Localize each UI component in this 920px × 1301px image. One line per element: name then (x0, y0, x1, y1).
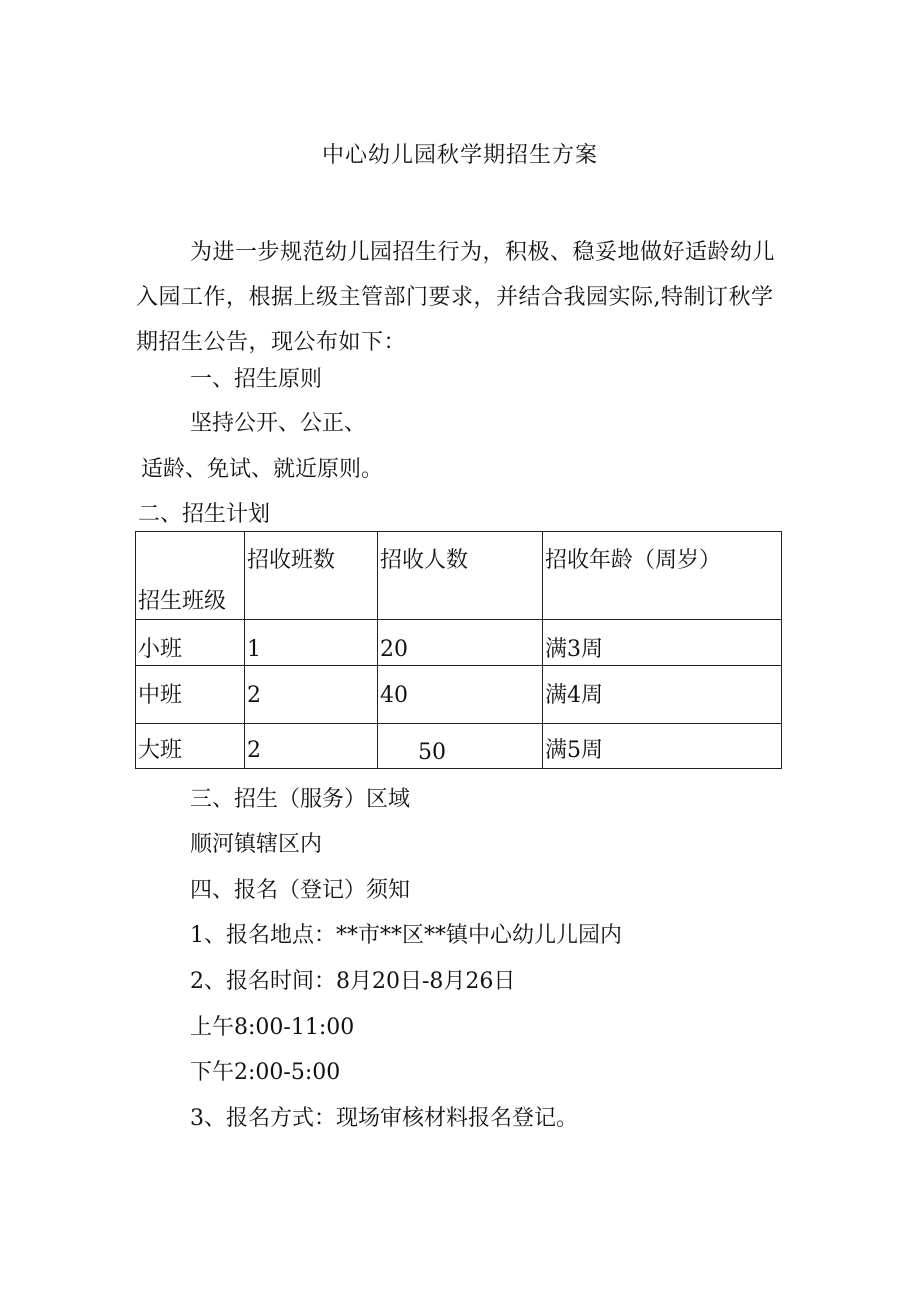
intro-paragraph: 为进一步规范幼儿园招生行为，积极、稳妥地做好适龄幼儿入园工作，根据上级主管部门要求，并结合我园实际,特制订秋学期招生公告，现公布如下： (136, 240, 776, 355)
cell-text: 满5周 (545, 738, 603, 763)
cell-text: 2 (247, 738, 261, 763)
header-cell-class-count (245, 532, 378, 620)
header-cell-class (136, 532, 245, 620)
header-label-class-count: 招收班数 (247, 548, 336, 573)
header-label-student-count: 招收人数 (380, 548, 469, 573)
registration-location: 1、报名地点：**市**区**镇中心幼儿儿园内 (190, 923, 622, 948)
cell-text: 40 (380, 683, 408, 708)
table-cell (543, 724, 782, 769)
cell-text: 20 (380, 637, 408, 662)
principles-line-1: 坚持公开、公正、 (190, 411, 367, 436)
cell-text: 满3周 (545, 637, 603, 662)
document-title: 中心幼儿园秋学期招生方案 (321, 143, 598, 168)
table-cell (543, 666, 782, 724)
table-cell (245, 620, 378, 666)
table-cell (378, 620, 543, 666)
table-cell (378, 666, 543, 724)
cell-text: 满4周 (545, 683, 603, 708)
table-row (136, 666, 782, 724)
table-cell (136, 620, 245, 666)
table-row (136, 620, 782, 666)
registration-method: 3、报名方式：现场审核材料报名登记。 (190, 1106, 578, 1131)
header-label-age: 招收年龄（周岁） (545, 548, 722, 573)
registration-morning-hours: 上午8:00-11:00 (190, 1015, 355, 1040)
enrollment-plan-table (135, 531, 782, 769)
header-cell-student-count (378, 532, 543, 620)
area-content: 顺河镇辖区内 (190, 832, 323, 857)
cell-text: 2 (247, 683, 261, 708)
table-cell (378, 724, 543, 769)
table-cell (136, 724, 245, 769)
section-heading-principles: 一、招生原则 (190, 367, 323, 392)
section-heading-registration: 四、报名（登记）须知 (190, 878, 411, 903)
header-label-class: 招生班级 (138, 589, 227, 614)
cell-text: 大班 (138, 738, 183, 763)
table-cell (245, 666, 378, 724)
registration-afternoon-hours: 下午2:00-5:00 (190, 1060, 341, 1085)
cell-text: 1 (247, 637, 261, 662)
cell-text: 50 (418, 740, 446, 765)
table-header-row (136, 532, 782, 620)
cell-text: 小班 (138, 637, 183, 662)
table-row (136, 724, 782, 769)
table-cell (543, 620, 782, 666)
section-heading-area: 三、招生（服务）区域 (190, 787, 411, 812)
table-cell (136, 666, 245, 724)
section-heading-plan: 二、招生计划 (138, 502, 271, 527)
registration-dates: 2、报名时间：8月20日-8月26日 (190, 969, 516, 994)
cell-text: 中班 (138, 683, 183, 708)
header-cell-age (543, 532, 782, 620)
principles-line-2: 适龄、免试、就近原则。 (141, 457, 384, 482)
table-cell (245, 724, 378, 769)
